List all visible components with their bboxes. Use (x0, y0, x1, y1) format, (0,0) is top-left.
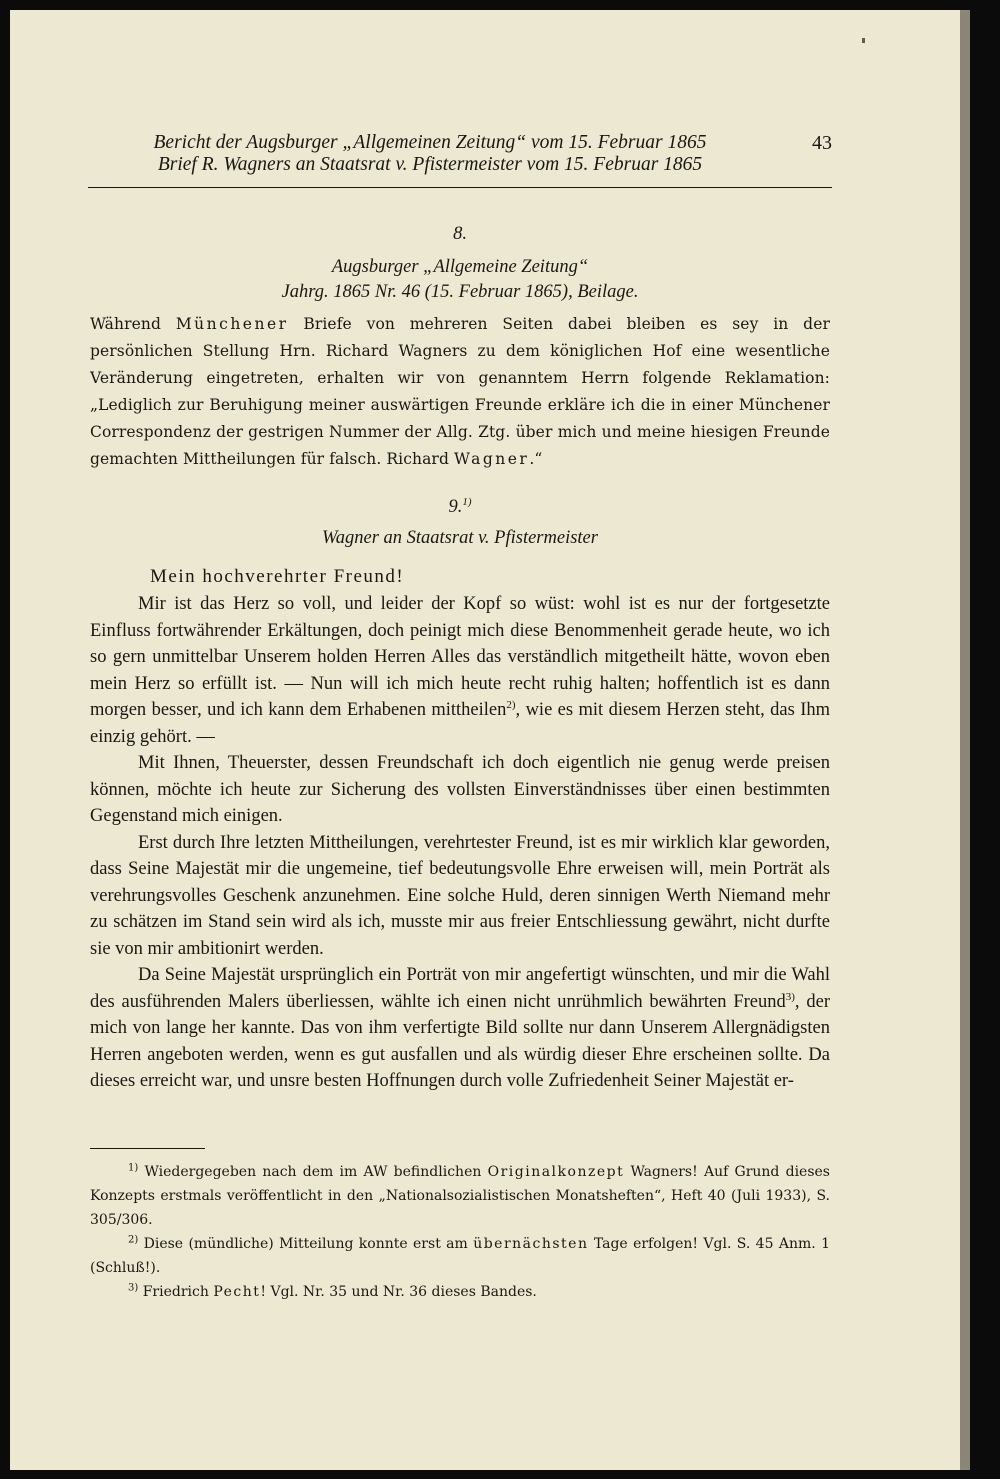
paragraph-1-a: Mir ist das Herz so voll, und leider der Kopf so wüst: wohl ist es nur der fortgesetzte Einfluss fortwährender Erkältungen, doch peinigt mich diese Benommenheit gerade heute, wo ich so gern unmittelbar Unserem holden Herren Alles das verständlich mitgetheilt hätte, wovon eben mein Herz so erfüllt ist. — Nun will ich mich heute recht ruhig halten; hoffentlich ist es dann morgen besser, und ich kann dem Erhabenen mittheilen (90, 594, 830, 720)
section-8-title: Augsburger „Allgemeine Zeitung“ (331, 257, 589, 277)
footnote-2-spaced: übernächsten (473, 1236, 589, 1252)
footnote-1 (90, 1160, 830, 1232)
paragraph-4-b: , der mich von lange her kannte. Das von ihm verfertigte Bild sollte nur dann Unserem Allergnädigsten Herren angeboten werden, wenn es gut ausfallen und als würdig dieser Ehre erscheinen sollte. Da dieses erreicht war, und unsre besten Hoffnungen durch volle Zufriedenheit Seiner Majestät er- (90, 991, 831, 1091)
paragraph-3: Erst durch Ihre letzten Mittheilungen, verehrtester Freund, ist es mir wirklich klar geworden, dass Seine Majestät mir die ungemeine, tief bedeutungsvolle Ehre erweisen will, mein Porträt als verehrungsvolles Geschenk anzunehmen. Eine solche Huld, deren sinnigen Werth Niemand mehr zu schätzen im Stand sein wird als ich, musste mir aus freier Entschliessung gewährt, nicht durfte sie von mir ambitionirt werden. (90, 832, 830, 959)
running-header (88, 132, 832, 176)
section-8-text-c: .“ (529, 450, 543, 468)
footnote-3-text-b: ! Vgl. Nr. 35 und Nr. 36 dieses Bandes. (260, 1284, 537, 1300)
main-content (90, 222, 830, 1095)
paragraph-4 (90, 962, 830, 1095)
section-8 (90, 222, 830, 473)
footnote-rule (90, 1148, 205, 1149)
footnote-ref-2: 2) (506, 698, 516, 711)
running-header-line-1: Bericht der Augsburger „Allgemeinen Zeitung“ vom 15. Februar 1865 (153, 132, 707, 153)
paper-speck (862, 38, 865, 43)
running-header-line-2: Brief R. Wagners an Staatsrat v. Pfistermeister vom 15. Februar 1865 (157, 154, 703, 175)
section-8-number: 8. (453, 224, 467, 244)
header-rule (88, 187, 832, 188)
letter-greeting: Mein hochverehrter Freund! (150, 566, 405, 587)
section-8-subtitle: Jahrg. 1865 Nr. 46 (15. Februar 1865), Beilage. (281, 282, 639, 302)
book-page (10, 10, 970, 1470)
section-9-number: 9. (448, 497, 463, 517)
page-number: 43 (812, 132, 832, 154)
footnotes (90, 1160, 830, 1304)
footnote-2-text-a: Diese (mündliche) Mitteilung konnte erst am (138, 1236, 474, 1252)
section-9-title: Wagner an Staatsrat v. Pfistermeister (322, 528, 598, 548)
footnote-2-text-b: Tage erfolgen! Vgl. S. 45 Anm. 1 (Schluß!). (90, 1236, 830, 1276)
footnote-1-ref: 1) (128, 1162, 139, 1174)
section-8-text-b: Briefe von mehreren Seiten dabei bleiben es sey in der persönlichen Stellung Hrn. Richard Wagners zu dem königlichen Hof eine wesentliche Veränderung eingetreten, erhalten wir von genanntem Herrn folgende Reklamation: „Lediglich zur Beruhigung meiner auswärtigen Freunde erkläre ich die in einer Münchener Correspondenz der gestrigen Nummer der Allg. Ztg. über mich und meine hiesigen Freunde gemachten Mittheilungen für falsch. Richard (90, 315, 830, 468)
section-9 (90, 495, 830, 591)
footnote-3-text-a: Friedrich (138, 1284, 214, 1300)
footnote-1-text-a: Wiedergegeben nach dem im AW befindlichen (138, 1164, 488, 1180)
footnote-ref-3: 3) (785, 990, 795, 1003)
section-8-text (90, 311, 830, 473)
paragraph-1-b: , wie es mit diesem Herzen steht, das Ihm einzig gehört. — (90, 700, 830, 747)
footnote-ref-1: 1) (462, 495, 472, 508)
letter-body (90, 591, 830, 1095)
paragraph-1 (90, 591, 830, 750)
section-9-heading (90, 495, 830, 520)
footnote-3-ref: 3) (128, 1282, 139, 1294)
section-8-spaced-1: Münchener (175, 315, 289, 333)
footnote-1-text-b: Wagners! Auf Grund dieses Konzepts erstmals veröffentlicht in den „Nationalsozialistischen Monatsheften“, Heft 40 (Juli 1933), S. 305/306. (90, 1164, 830, 1228)
footnote-1-spaced: Originalkonzept (487, 1164, 625, 1180)
footnote-3-spaced: Pecht (213, 1284, 261, 1300)
paragraph-4-a: Da Seine Majestät ursprünglich ein Porträt von mir angefertigt wünschten, und mir die Wahl des ausführenden Malers überliessen, wählte ich einen nicht unrühmlich bewährten Freund (90, 965, 830, 1012)
footnote-2 (90, 1232, 830, 1280)
section-8-text-a: Während (90, 315, 176, 333)
paragraph-2: Mit Ihnen, Theuerster, dessen Freundschaft ich doch eigentlich nie genug werde preisen können, möchte ich heute zur Sicherung des vollsten Einverständnisses über einen bestimmten Gegenstand mich einigen. (90, 753, 830, 826)
footnote-3 (90, 1280, 830, 1304)
footnote-2-ref: 2) (128, 1234, 139, 1246)
section-8-spaced-2: Wagner (454, 450, 530, 468)
